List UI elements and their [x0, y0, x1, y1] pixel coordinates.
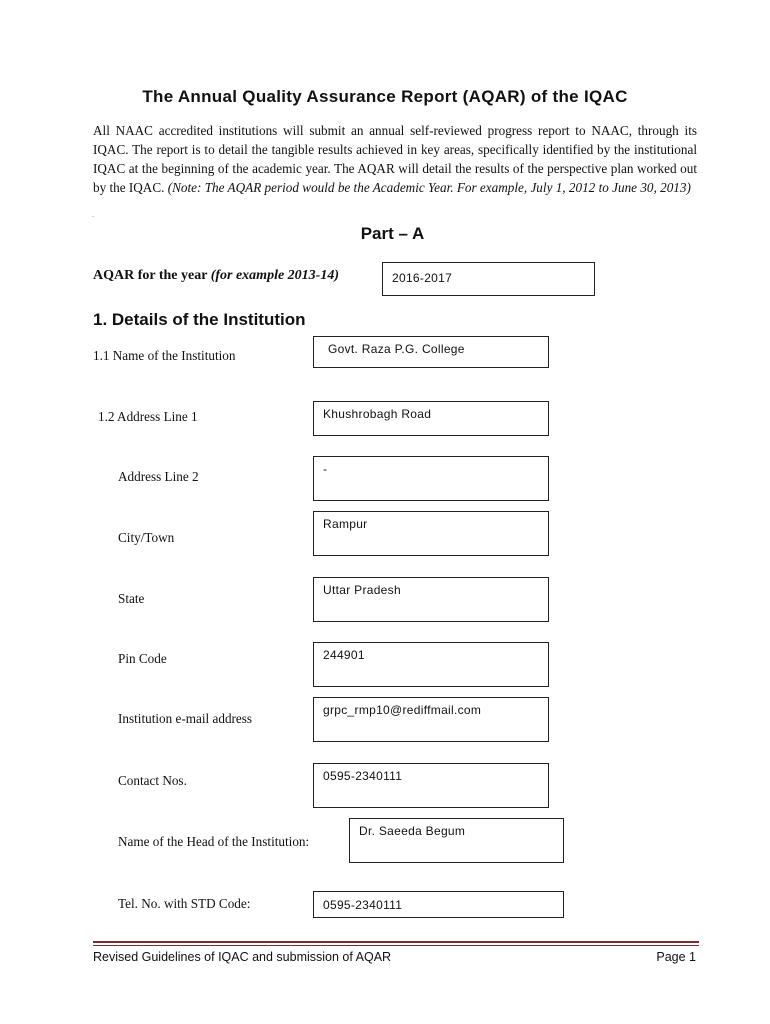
label-state: State [118, 591, 145, 606]
address-line-1-field[interactable]: Khushrobagh Road [313, 401, 549, 436]
label-head-of-institution: Name of the Head of the Institution: [118, 834, 310, 849]
label-institution-name: 1.1 Name of the Institution [93, 348, 236, 363]
page-title: The Annual Quality Assurance Report (AQAR) of the IQAC [142, 87, 628, 106]
aqar-year-field[interactable]: 2016-2017 [382, 262, 595, 296]
intro-paragraph [93, 121, 697, 197]
aqar-year-label-text: AQAR for the year [93, 268, 211, 283]
intro-text: All NAAC accredited institutions will submit an annual self-reviewed progress report to NAAC, through its IQAC. The report is to detail the tangible results achieved in key areas, specifically identified by the institutional IQAC at the beginning of the academic year. The AQAR will detail the results of the perspective plan worked out by the IQAC. [93, 123, 697, 195]
aqar-year-example: (for example 2013-14) [210, 268, 339, 283]
label-contact: Contact Nos. [118, 773, 187, 788]
head-of-institution-field[interactable]: Dr. Saeeda Begum [349, 818, 564, 863]
page-number: Page 1 [656, 950, 696, 964]
city-field[interactable]: Rampur [313, 511, 549, 556]
part-heading: Part – A [360, 224, 425, 243]
contact-field[interactable]: 0595-2340111 [313, 763, 549, 808]
state-field[interactable]: Uttar Pradesh [313, 577, 549, 622]
footer-divider-thin [93, 945, 699, 946]
label-email: Institution e-mail address [118, 711, 253, 726]
label-pin-code: Pin Code [118, 651, 167, 666]
pin-code-field[interactable]: 244901 [313, 642, 549, 687]
footer-divider [93, 941, 699, 943]
email-field[interactable]: grpc_rmp10@rediffmail.com [313, 697, 549, 742]
label-tel-std: Tel. No. with STD Code: [118, 896, 251, 911]
stray-mark: . [92, 210, 94, 219]
institution-name-field[interactable]: Govt. Raza P.G. College [313, 336, 549, 368]
tel-std-field[interactable]: 0595-2340111 [313, 891, 564, 918]
footer-text: Revised Guidelines of IQAC and submission of AQAR [93, 950, 392, 964]
label-address-line-1: 1.2 Address Line 1 [98, 409, 198, 424]
address-line-2-field[interactable]: - [313, 456, 549, 501]
intro-note: (Note: The AQAR period would be the Academic Year. For example, July 1, 2012 to June 30, 2013) [167, 180, 691, 195]
section-heading-details: 1. Details of the Institution [93, 310, 306, 329]
aqar-year-label [93, 268, 339, 284]
label-address-line-2: Address Line 2 [118, 469, 199, 484]
label-city: City/Town [118, 530, 175, 545]
